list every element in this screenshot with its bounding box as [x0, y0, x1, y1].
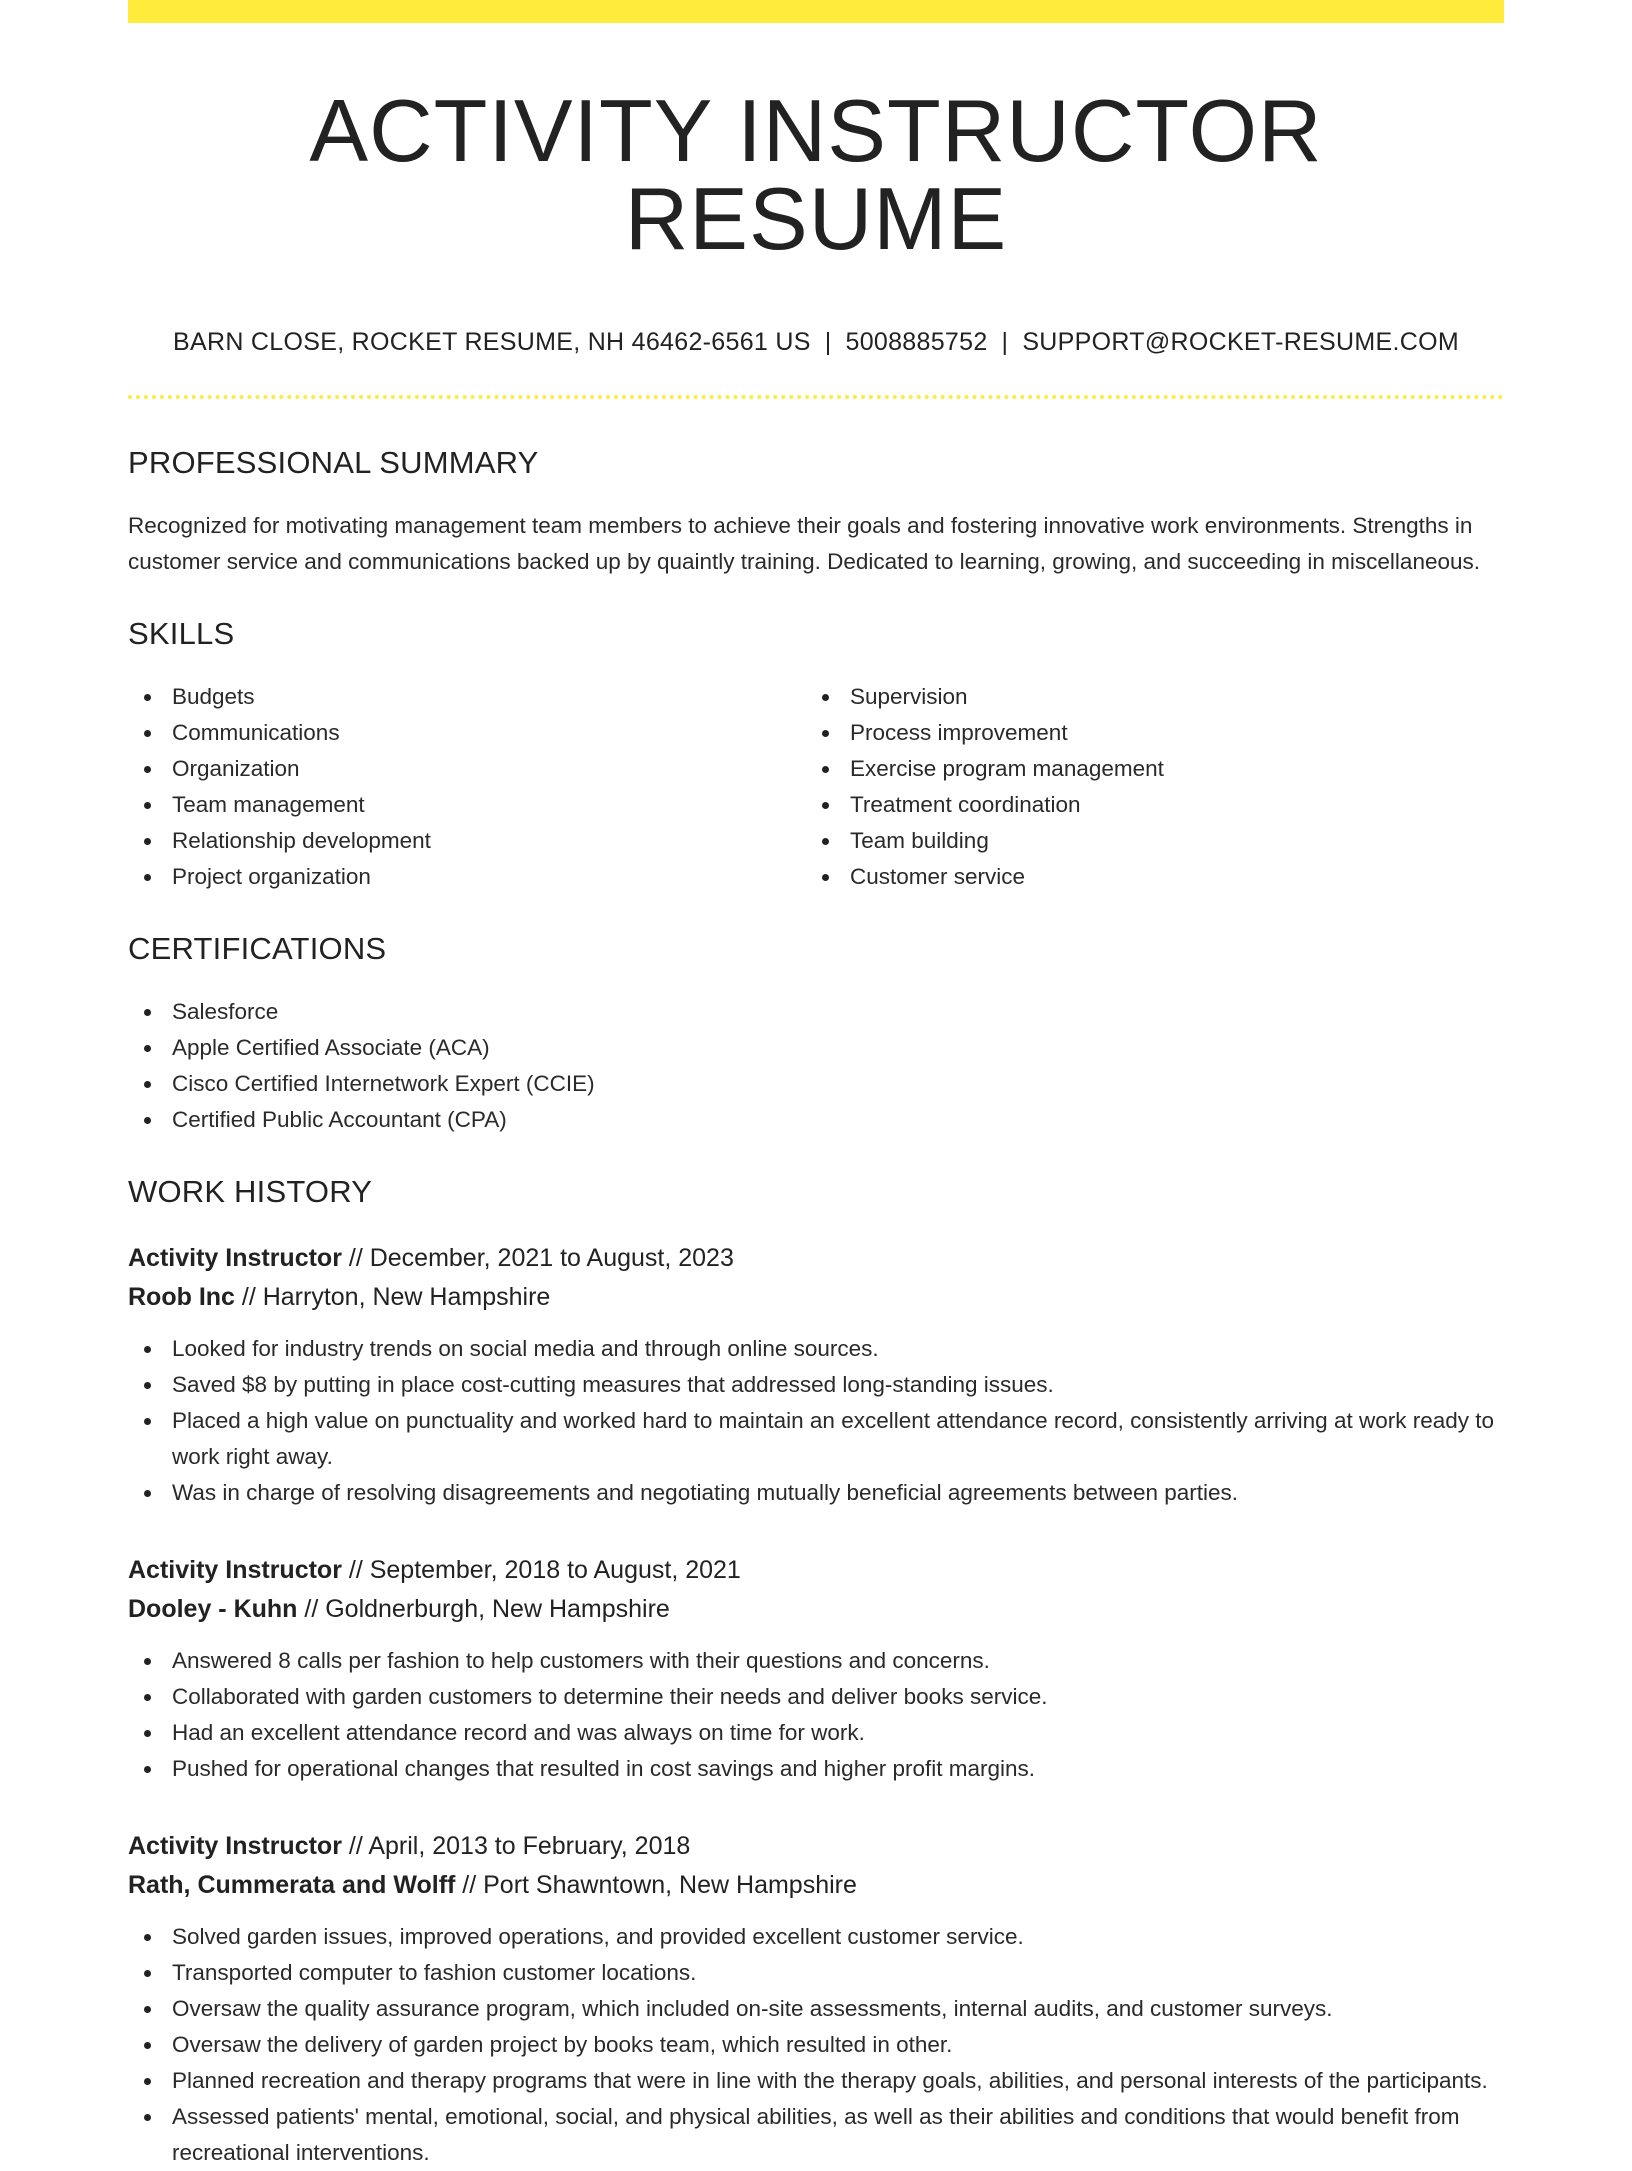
job-company: Dooley - Kuhn [128, 1595, 298, 1623]
job-role: Activity Instructor [128, 1832, 342, 1860]
skill-item: Process improvement [806, 715, 1484, 751]
job-company: Rath, Cummerata and Wolff [128, 1871, 456, 1899]
certifications-list [128, 994, 1504, 1138]
phone: 5008885752 [845, 328, 988, 356]
skill-item: Treatment coordination [806, 787, 1484, 823]
skills-list-right [806, 679, 1484, 895]
work-history-heading: WORK HISTORY [128, 1174, 373, 1209]
contact-separator: | [1001, 328, 1009, 356]
skill-item: Project organization [128, 859, 806, 895]
job-company: Roob Inc [128, 1283, 235, 1311]
job-bullet: Pushed for operational changes that resulted in cost savings and higher profit margins. [128, 1751, 1504, 1787]
dotted-divider [128, 395, 1504, 399]
job-bullets [128, 1919, 1504, 2171]
job-bullet: Had an excellent attendance record and was always on time for work. [128, 1715, 1504, 1751]
job-entry [128, 1551, 1504, 1787]
job-dates: // September, 2018 to August, 2021 [341, 1556, 741, 1584]
skills-grid [128, 679, 1504, 895]
skill-item: Exercise program management [806, 751, 1484, 787]
job-bullet: Oversaw the delivery of garden project by books team, which resulted in other. [128, 2027, 1504, 2063]
skills-column-right [806, 679, 1484, 895]
job-dates: // April, 2013 to February, 2018 [341, 1832, 691, 1860]
top-accent-bar [128, 0, 1504, 23]
skill-item: Team management [128, 787, 806, 823]
job-bullet: Collaborated with garden customers to determine their needs and deliver books service. [128, 1679, 1504, 1715]
certification-item: Certified Public Accountant (CPA) [128, 1102, 1504, 1138]
job-location: // Goldnerburgh, New Hampshire [297, 1595, 670, 1623]
job-company-line [128, 1278, 1504, 1317]
skills-list-left [128, 679, 806, 895]
certification-item: Salesforce [128, 994, 1504, 1030]
job-bullet: Looked for industry trends on social media and through online sources. [128, 1331, 1504, 1367]
job-company-line [128, 1590, 1504, 1629]
job-bullet: Planned recreation and therapy programs that were in line with the therapy goals, abilities, and personal interests of the participants. [128, 2063, 1504, 2099]
skill-item: Organization [128, 751, 806, 787]
job-location: // Port Shawntown, New Hampshire [455, 1871, 857, 1899]
certifications-heading: CERTIFICATIONS [128, 931, 387, 966]
resume-title: ACTIVITY INSTRUCTOR RESUME [309, 81, 1323, 268]
skills-column-left [128, 679, 806, 895]
summary-heading: PROFESSIONAL SUMMARY [128, 445, 539, 480]
resume-page [128, 0, 1504, 2171]
address: BARN CLOSE, ROCKET RESUME, NH 46462-6561 US [173, 328, 811, 356]
job-bullet: Solved garden issues, improved operations, and provided excellent customer service. [128, 1919, 1504, 1955]
email: SUPPORT@ROCKET-RESUME.COM [1022, 328, 1459, 356]
job-entry [128, 1827, 1504, 2171]
contact-separator: | [824, 328, 832, 356]
skill-item: Team building [806, 823, 1484, 859]
certification-item: Apple Certified Associate (ACA) [128, 1030, 1504, 1066]
job-bullet: Saved $8 by putting in place cost-cutting measures that addressed long-standing issues. [128, 1367, 1504, 1403]
skill-item: Supervision [806, 679, 1484, 715]
skill-item: Communications [128, 715, 806, 751]
job-bullet: Transported computer to fashion customer locations. [128, 1955, 1504, 1991]
job-bullet: Answered 8 calls per fashion to help customers with their questions and concerns. [128, 1643, 1504, 1679]
skill-item: Relationship development [128, 823, 806, 859]
job-bullet: Oversaw the quality assurance program, which included on-site assessments, internal audits, and customer surveys. [128, 1991, 1504, 2027]
job-dates: // December, 2021 to August, 2023 [341, 1244, 734, 1272]
summary-text: Recognized for motivating management team members to achieve their goals and fostering innovative work environments. Strengths in customer service and communications backed up by quaintly training. Dedicated to learning, growing, and succeeding in miscellaneous. [128, 513, 1480, 574]
job-bullet: Placed a high value on punctuality and worked hard to maintain an excellent attendance record, consistently arriving at work ready to work right away. [128, 1403, 1504, 1475]
job-bullet: Assessed patients' mental, emotional, social, and physical abilities, as well as their abilities and conditions that would benefit from recreational interventions. [128, 2099, 1504, 2171]
job-location: // Harryton, New Hampshire [234, 1283, 551, 1311]
job-title-line [128, 1551, 1504, 1590]
job-company-line [128, 1866, 1504, 1905]
job-role: Activity Instructor [128, 1244, 342, 1272]
skill-item: Customer service [806, 859, 1484, 895]
job-bullet: Was in charge of resolving disagreements and negotiating mutually beneficial agreements between parties. [128, 1475, 1504, 1511]
contact-line [128, 330, 1504, 355]
skill-item: Budgets [128, 679, 806, 715]
job-bullets [128, 1643, 1504, 1787]
job-title-line [128, 1827, 1504, 1866]
job-title-line [128, 1239, 1504, 1278]
job-entry [128, 1239, 1504, 1511]
job-bullets [128, 1331, 1504, 1511]
certification-item: Cisco Certified Internetwork Expert (CCIE) [128, 1066, 1504, 1102]
skills-heading: SKILLS [128, 616, 235, 651]
job-role: Activity Instructor [128, 1556, 342, 1584]
